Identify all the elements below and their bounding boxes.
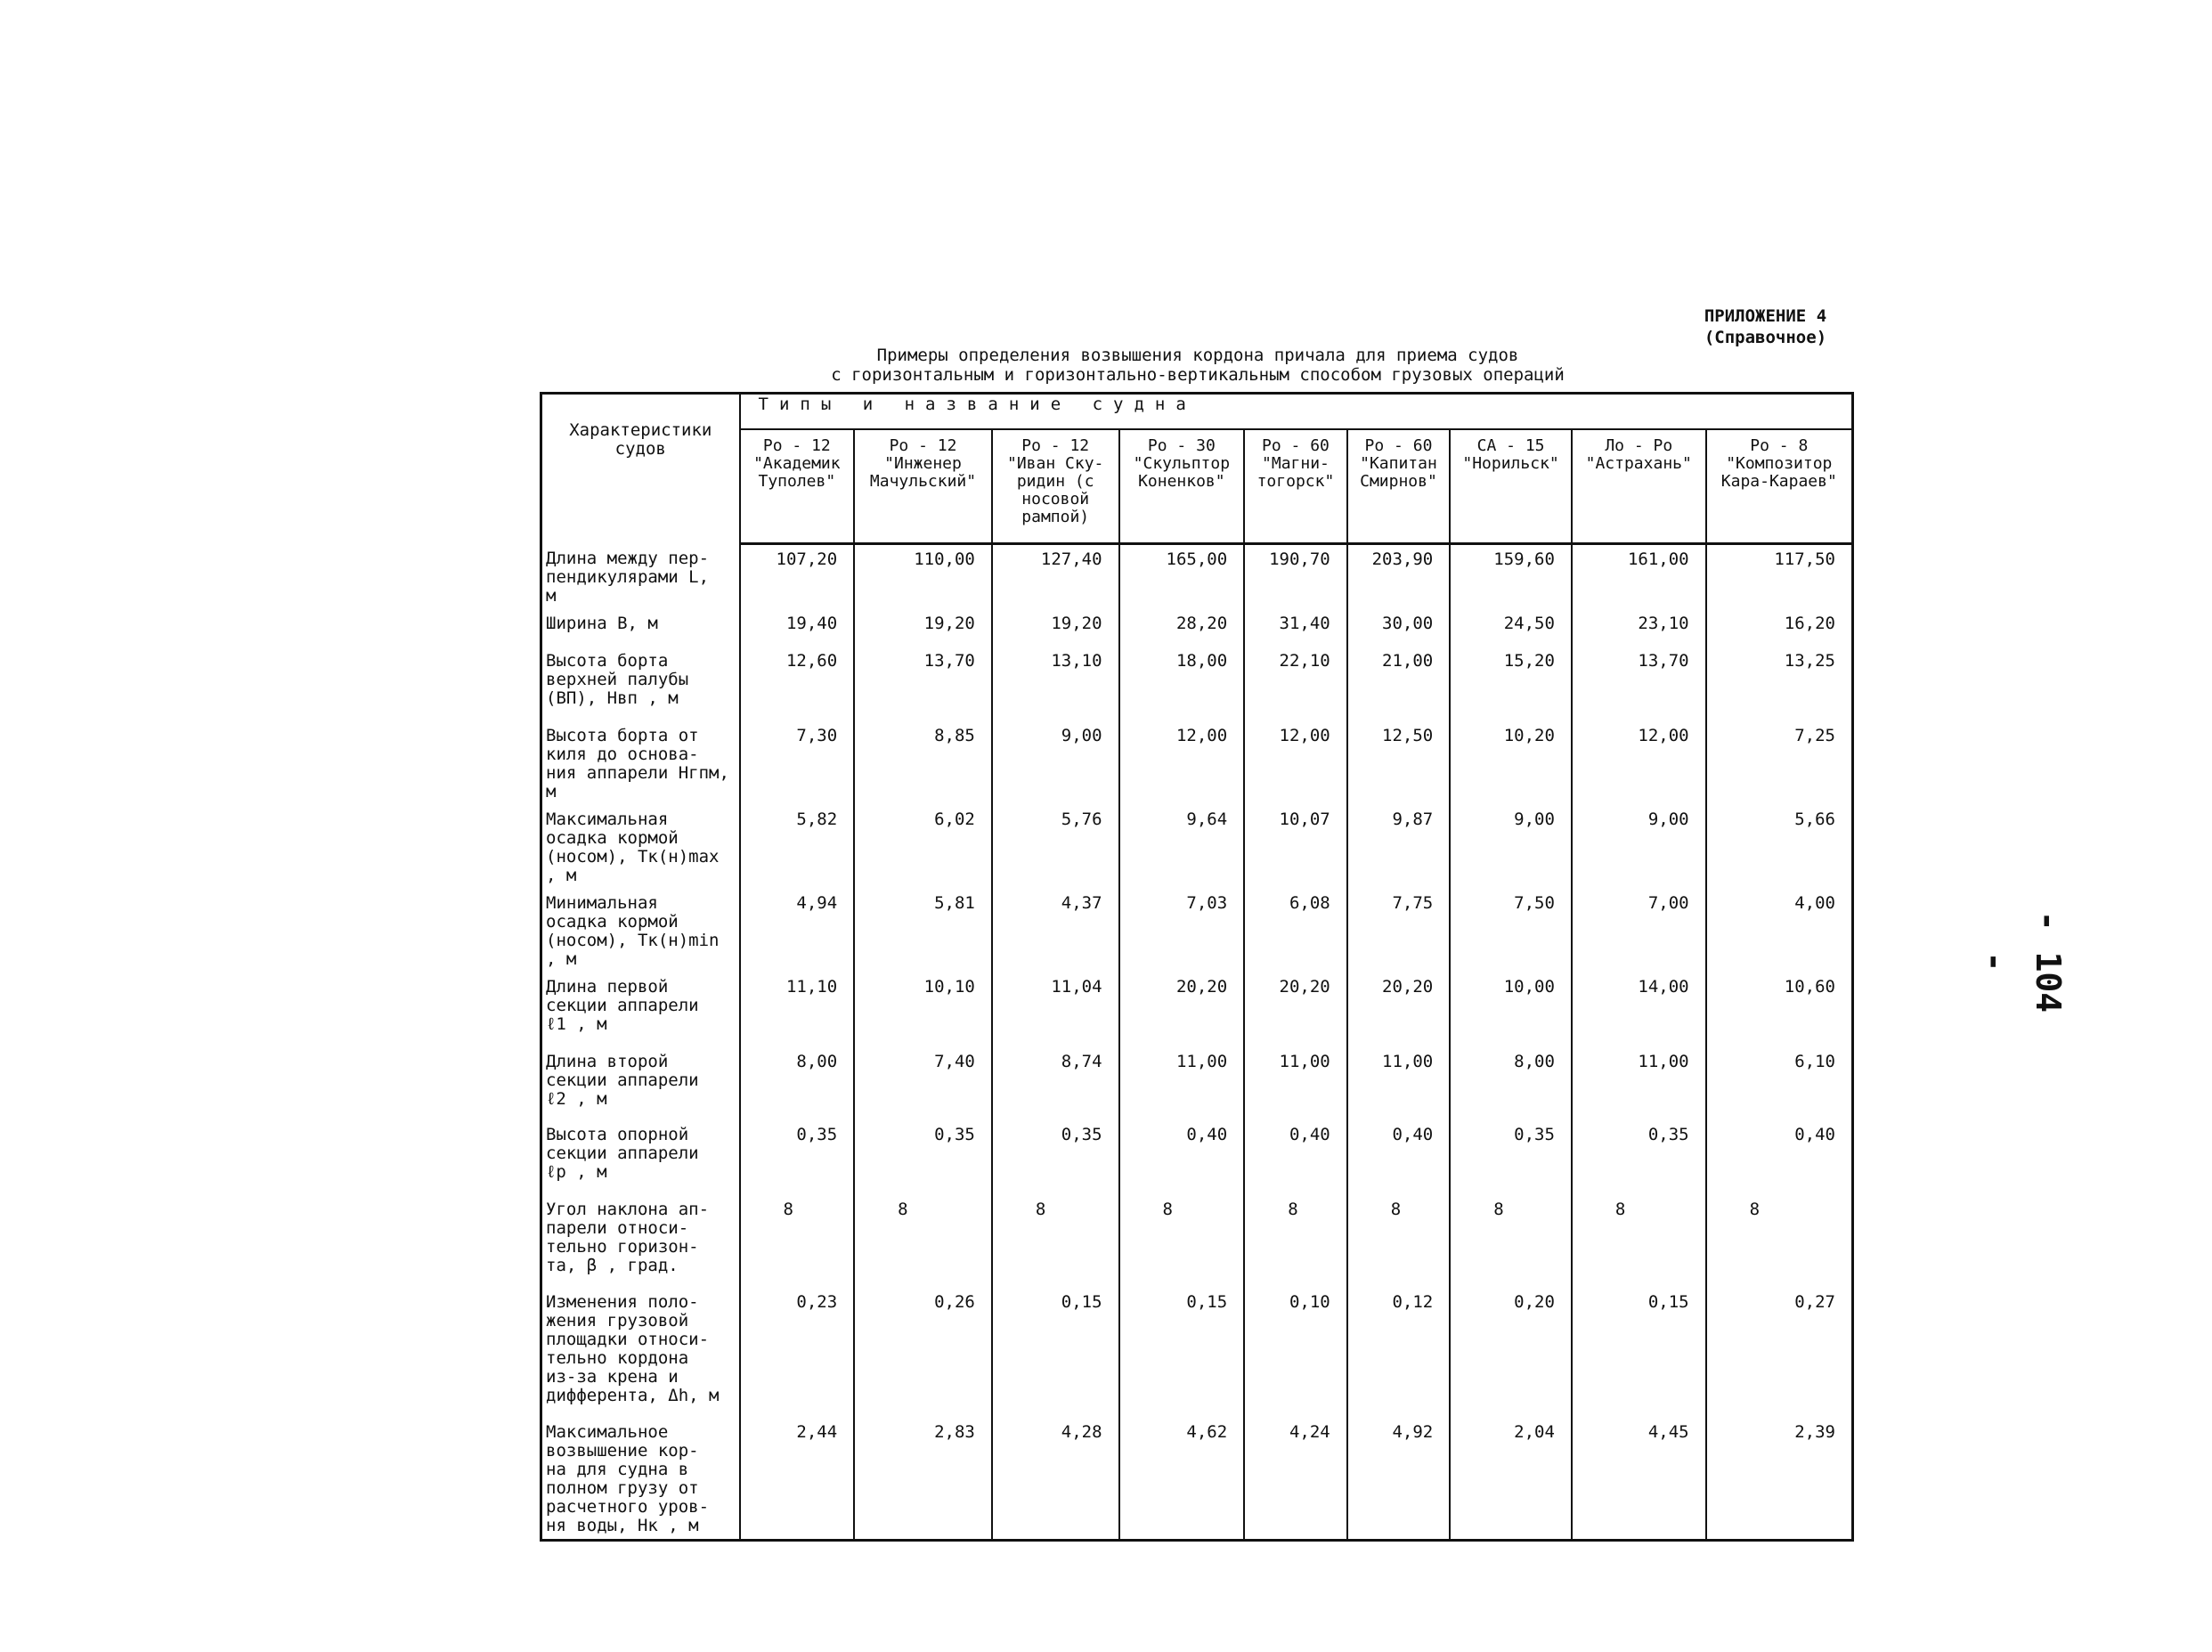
table-cell: 190,70 — [1244, 544, 1347, 609]
row-label: Длина второй секции аппарели ℓ2 , м — [541, 1047, 740, 1120]
table-cell: 10,20 — [1450, 721, 1572, 805]
table-cell: 5,66 — [1706, 805, 1853, 889]
table-cell: 2,39 — [1706, 1418, 1853, 1541]
table-row — [541, 805, 1853, 889]
table-cell: 22,10 — [1244, 647, 1347, 721]
table-cell: 117,50 — [1706, 544, 1853, 609]
table-row — [541, 647, 1853, 721]
table-cell: 0,20 — [1450, 1288, 1572, 1418]
ship-header-2: Ро - 12 "Инженер Мачульский" — [854, 429, 992, 544]
table-cell: 4,45 — [1572, 1418, 1706, 1541]
table-row — [541, 972, 1853, 1047]
table-cell: 10,07 — [1244, 805, 1347, 889]
row-label: Минимальная осадка кормой (носом), Tк(н)min , м — [541, 889, 740, 972]
table-cell: 12,60 — [740, 647, 855, 721]
table-cell: 8 — [1450, 1195, 1572, 1288]
row-label: Максимальное возвышение кор- на для судна в полном грузу от расчетного уров- ня воды, Hк , м — [541, 1418, 740, 1541]
table-cell: 6,10 — [1706, 1047, 1853, 1120]
row-label: Высота борта от киля до основа- ния аппарели Hгпм, м — [541, 721, 740, 805]
table-cell: 11,00 — [1572, 1047, 1706, 1120]
table-cell: 6,02 — [854, 805, 992, 889]
table-cell: 127,40 — [992, 544, 1119, 609]
ship-header-4: Ро - 30 "Скульптор Коненков" — [1119, 429, 1245, 544]
table-cell: 13,70 — [1572, 647, 1706, 721]
table-cell: 0,40 — [1706, 1120, 1853, 1195]
table-cell: 2,83 — [854, 1418, 992, 1541]
table-cell: 4,62 — [1119, 1418, 1245, 1541]
table-cell: 28,20 — [1119, 609, 1245, 647]
table-cell: 4,00 — [1706, 889, 1853, 972]
table-cell: 165,00 — [1119, 544, 1245, 609]
table-row — [541, 544, 1853, 609]
table-cell: 30,00 — [1347, 609, 1451, 647]
table-cell: 13,70 — [854, 647, 992, 721]
table-cell: 8,00 — [740, 1047, 855, 1120]
table-cell: 0,40 — [1119, 1120, 1245, 1195]
table-cell: 8 — [1572, 1195, 1706, 1288]
table-cell: 12,00 — [1244, 721, 1347, 805]
table-cell: 5,81 — [854, 889, 992, 972]
table-cell: 8 — [1706, 1195, 1853, 1288]
ship-header-5: Ро - 60 "Магни- тогорск" — [1244, 429, 1347, 544]
table-row — [541, 1047, 1853, 1120]
table-cell: 159,60 — [1450, 544, 1572, 609]
table-cell: 9,87 — [1347, 805, 1451, 889]
table-cell: 6,08 — [1244, 889, 1347, 972]
table-cell: 7,25 — [1706, 721, 1853, 805]
table-cell: 15,20 — [1450, 647, 1572, 721]
row-label: Угол наклона ап- парели относи- тельно горизон- та, β , град. — [541, 1195, 740, 1288]
table-cell: 4,28 — [992, 1418, 1119, 1541]
characteristics-header: Характеристики судов — [541, 394, 740, 544]
table-cell: 31,40 — [1244, 609, 1347, 647]
table-cell: 12,00 — [1572, 721, 1706, 805]
table-cell: 0,12 — [1347, 1288, 1451, 1418]
table-cell: 12,50 — [1347, 721, 1451, 805]
table-cell: 11,00 — [1347, 1047, 1451, 1120]
table-cell: 10,60 — [1706, 972, 1853, 1047]
appendix-type: (Справочное) — [1704, 328, 1827, 347]
table-cell: 13,25 — [1706, 647, 1853, 721]
table-cell: 4,37 — [992, 889, 1119, 972]
table-cell: 12,00 — [1119, 721, 1245, 805]
table-cell: 0,15 — [1572, 1288, 1706, 1418]
appendix-number: ПРИЛОЖЕНИЕ 4 — [1704, 306, 1827, 326]
row-label: Ширина B, м — [541, 609, 740, 647]
row-label: Максимальная осадка кормой (носом), Tк(н)max , м — [541, 805, 740, 889]
table-cell: 8 — [1347, 1195, 1451, 1288]
table-cell: 9,64 — [1119, 805, 1245, 889]
ship-types-header: Типы и название судна — [740, 394, 1853, 430]
table-cell: 19,40 — [740, 609, 855, 647]
table-cell: 0,15 — [1119, 1288, 1245, 1418]
table-cell: 5,82 — [740, 805, 855, 889]
table-cell: 8 — [992, 1195, 1119, 1288]
table-cell: 107,20 — [740, 544, 855, 609]
table-cell: 20,20 — [1119, 972, 1245, 1047]
table-cell: 4,94 — [740, 889, 855, 972]
table-cell: 20,20 — [1244, 972, 1347, 1047]
table-cell: 0,35 — [740, 1120, 855, 1195]
ship-header-3: Ро - 12 "Иван Ску- ридин (с носовой рампой) — [992, 429, 1119, 544]
table-cell: 4,92 — [1347, 1418, 1451, 1541]
table-cell: 5,76 — [992, 805, 1119, 889]
table-cell: 8,74 — [992, 1047, 1119, 1120]
table-cell: 0,27 — [1706, 1288, 1853, 1418]
table-cell: 203,90 — [1347, 544, 1451, 609]
table-cell: 9,00 — [1572, 805, 1706, 889]
table-cell: 0,35 — [854, 1120, 992, 1195]
table-cell: 11,00 — [1119, 1047, 1245, 1120]
table-cell: 4,24 — [1244, 1418, 1347, 1541]
table-cell: 20,20 — [1347, 972, 1451, 1047]
table-cell: 8 — [854, 1195, 992, 1288]
ship-header-7: СА - 15 "Норильск" — [1450, 429, 1572, 544]
table-cell: 10,10 — [854, 972, 992, 1047]
table-cell: 7,50 — [1450, 889, 1572, 972]
table-cell: 0,10 — [1244, 1288, 1347, 1418]
table-row — [541, 609, 1853, 647]
table-cell: 10,00 — [1450, 972, 1572, 1047]
table-cell: 2,04 — [1450, 1418, 1572, 1541]
title-line-1: Примеры определения возвышения кордона причала для приема судов — [876, 346, 1519, 365]
table-cell: 24,50 — [1450, 609, 1572, 647]
table-row — [541, 1288, 1853, 1418]
table-cell: 11,00 — [1244, 1047, 1347, 1120]
ship-header-6: Ро - 60 "Капитан Смирнов" — [1347, 429, 1451, 544]
ship-header-8: Ло - Ро "Астрахань" — [1572, 429, 1706, 544]
row-label: Высота опорной секции аппарели ℓр , м — [541, 1120, 740, 1195]
table-cell: 9,00 — [992, 721, 1119, 805]
table-row — [541, 1120, 1853, 1195]
row-label: Длина между пер- пендикулярами L, м — [541, 544, 740, 609]
table-cell: 23,10 — [1572, 609, 1706, 647]
table-cell: 21,00 — [1347, 647, 1451, 721]
table-cell: 19,20 — [854, 609, 992, 647]
table-cell: 16,20 — [1706, 609, 1853, 647]
ship-characteristics-table — [540, 392, 1854, 1542]
table-cell: 0,40 — [1244, 1120, 1347, 1195]
table-cell: 9,00 — [1450, 805, 1572, 889]
table-cell: 7,00 — [1572, 889, 1706, 972]
document-title — [730, 346, 1665, 385]
table-cell: 161,00 — [1572, 544, 1706, 609]
table-cell: 13,10 — [992, 647, 1119, 721]
table-cell: 0,35 — [1450, 1120, 1572, 1195]
table-cell: 7,03 — [1119, 889, 1245, 972]
table-cell: 18,00 — [1119, 647, 1245, 721]
table-row — [541, 721, 1853, 805]
table-cell: 19,20 — [992, 609, 1119, 647]
table-cell: 8 — [740, 1195, 855, 1288]
ship-header-9: Ро - 8 "Композитор Кара-Караев" — [1706, 429, 1853, 544]
table-cell: 7,30 — [740, 721, 855, 805]
title-line-2: с горизонтальным и горизонтально-вертикальным способом грузовых операций — [831, 365, 1565, 385]
table-row — [541, 889, 1853, 972]
table-cell: 8 — [1244, 1195, 1347, 1288]
table-cell: 0,35 — [1572, 1120, 1706, 1195]
appendix-label — [1687, 305, 1843, 348]
table-cell: 0,23 — [740, 1288, 855, 1418]
row-label: Длина первой секции аппарели ℓ1 , м — [541, 972, 740, 1047]
table-cell: 8 — [1119, 1195, 1245, 1288]
table-row — [541, 1195, 1853, 1288]
row-label: Изменения поло- жения грузовой площадки относи- тельно кордона из-за крена и дифферента, Δh, м — [541, 1288, 740, 1418]
table-cell: 7,40 — [854, 1047, 992, 1120]
table-cell: 11,10 — [740, 972, 855, 1047]
page-number: - 104 - — [1975, 910, 2068, 1013]
table-cell: 110,00 — [854, 544, 992, 609]
table-cell: 8,85 — [854, 721, 992, 805]
table-cell: 0,35 — [992, 1120, 1119, 1195]
table-cell: 2,44 — [740, 1418, 855, 1541]
table-cell: 14,00 — [1572, 972, 1706, 1047]
table-row — [541, 1418, 1853, 1541]
table-cell: 8,00 — [1450, 1047, 1572, 1120]
table-cell: 11,04 — [992, 972, 1119, 1047]
table-cell: 0,15 — [992, 1288, 1119, 1418]
table-cell: 7,75 — [1347, 889, 1451, 972]
table-cell: 0,40 — [1347, 1120, 1451, 1195]
table-cell: 0,26 — [854, 1288, 992, 1418]
row-label: Высота борта верхней палубы (ВП), Hвп , м — [541, 647, 740, 721]
ship-header-1: Ро - 12 "Академик Туполев" — [740, 429, 855, 544]
